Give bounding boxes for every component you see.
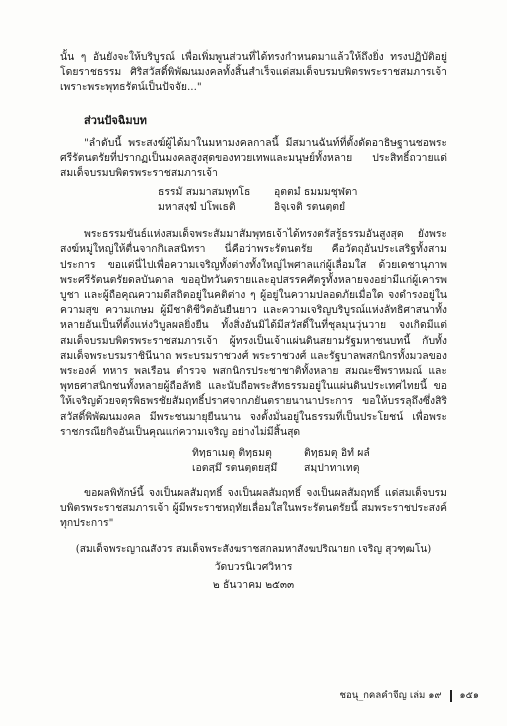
verse-part: สมฺปาทาเทตุ xyxy=(304,462,360,475)
verse-part: ธรรมั สมมาสมพุทโธ xyxy=(158,186,251,199)
pali-verse-1 xyxy=(158,185,447,215)
quote-paragraph: "ลำดับนี้ พระสงฆ์ผู้ได้มาในมหามงคลกาลนี้ มีสมานฉันท์ที่ตั้งดัดอาธิษฐานชอพระศรีรัตนตรัยที่ปรากฏเป็นมงคลสูงสุดของทวยเทพและมนุษย์ทั้งหลาย ประสิทธิ์ถวายแด่สมเด็จบรมบพิตรพระราชสมภารเจ้า xyxy=(60,136,447,180)
verse-part: อิจฺเจติ รตนตฺตยํ xyxy=(274,201,346,214)
intro-paragraph: นั้น ๆ อันยังจะให้บริบูรณ์ เพื่อเพิ่มพูนส่วนที่ได้ทรงกำหนดมาแล้วให้ถึงยิ่ง ทรงปฏิบัติอยู่โดยราชธรรม ศิริสวัสดิ์พิพัฒนมงคลทั้งสิ้นสำเร็จแด่สมเด็จบรมบพิตรพระราชสมภารเจ้า เพราะพระพุทธรัตน์เป็นปัจจัย..." xyxy=(60,51,447,94)
verse-part: เอตสฺมึ รตนตฺตยสฺมึ xyxy=(192,462,278,475)
verse-part: ติทฺธมตุ อิทํ ผลํ xyxy=(304,447,370,460)
verse-line xyxy=(158,200,447,215)
date-line: ๒ ธันวาคม ๒๕๓๓ xyxy=(212,578,295,591)
verse-part: มหาสงฺฆํ ปโพเธติ xyxy=(158,201,236,214)
book-title: ชอนุ_กคลคำจีญ เล่ม ๑๙ xyxy=(339,690,442,701)
page-number: ๑๕๑ xyxy=(459,690,479,701)
main-paragraph: พระธรรมขันธ์แห่งสมเด็จพระสัมมาสัมพุทธเจ้าได้ทรงตรัสรู้ธรรมอันสูงสุด ยังพระสงฆ์หมู่ใหญ่ให้ตื่นจากกิเลสนิทรา นี่คือว่าพระรัตนตรัย คือวัตถุอันประเสริฐทั้งสามประการ ขอแต่นี่ไปเพื่อความเจริญทั้งต่างทั้งใหญ่ไพศาลแก่ผู้เลื่อมใส ด้วยเดชานุภาพพระศรีรัตนตรัยดลบันดาล ขออุปัทวันตรายและอุปสรรคศัตรูทั้งหลายจงอย่ามีแก่ผู้เคารพบูชา และผู้ถือคุณความดีสถิตอยู่ในคติต่าง ๆ ผู้อยู่ในความปลอดภัยเมื่อใด จงดำรงอยู่ในความสุข ความเกษม ผู้มีชาติชีวิตอันยืนยาว และความเจริญบริบูรณ์แห่งลัทธิศาสนาทั้งหลายอันเป็นที่ตั้งแห่งวิบูลผลยิ่งยืน ทั้งสิ่งอันมิได้มีสวัสดิ์ในที่ชุลมุนวุ่นวาย จงเกิดมีแต่สมเด็จบรมบพิตรพระราชสมภารเจ้า ผู้ทรงเป็นเจ้าแผ่นดินสยามรัฐมหาชนบทนี้ กับทั้งสมเด็จพระบรมราชินีนาถ พระบรมราชวงศ์ พระราชวงศ์ และรัฐบาลพสกนิกรทั้งมวลของพระองค์ ทหาร พลเรือน ตำรวจ พสกนิกรประชาชาติทั้งหลาย สมณะชีพราหมณ์ และพุทธศาสนิกชนทั้งหลายผู้ถือลัทธิ และนับถือพระสัทธรรมอยู่ในแผ่นดินประเทศไทยนี้ ขอให้เจริญด้วยจตุรพิธพรชัยสัมฤทธิ์ปราศจากภยันตรายนานาประการ ขอให้บรรลุถึงซึ่งสิริสวัสดิ์พิพัฒนมงคล มีพระชนมายุยืนนาน จงตั้งมั่นอยู่ในธรรมที่เป็นประโยชน์ เพื่อพระราชกรณียกิจอันเป็นคุณแก่ความเจริญ อย่างไม่มีสิ้นสุด xyxy=(60,228,447,438)
closing-paragraph: ขอผลพิทักษ์นี้ จงเป็นผลสัมฤทธิ์ จงเป็นผลสัมฤทธิ์ จงเป็นผลสัมฤทธิ์ แด่สมเด็จบรมบพิตรพระราชสมภารเจ้า ผู้มีพระราชหฤทัยเลื่อมใสในพระรัตนตรัยนี้ สมพระราชประสงค์ทุกประการ" xyxy=(60,487,447,530)
verse-part: อุตตมํ ธมมมชุฬตา xyxy=(274,186,358,199)
footer-divider xyxy=(450,690,452,702)
verse-part: ทิทฺธาเมตุ ติทฺธมตุ xyxy=(192,447,272,460)
section-heading: ส่วนปัจฉิมบท xyxy=(84,113,147,127)
temple-name: วัดบวรนิเวศวิหาร xyxy=(214,560,293,573)
verse-line xyxy=(158,185,447,200)
author-attribution: (สมเด็จพระญาณสังวร สมเด็จพระสังฆราชสกลมหาสังฆปริณายก เจริญ สุวฑฺฒโน) xyxy=(75,543,432,555)
verse-line xyxy=(192,446,447,461)
page-footer xyxy=(340,690,480,702)
verse-line xyxy=(192,461,447,476)
pali-verse-2 xyxy=(192,446,447,476)
